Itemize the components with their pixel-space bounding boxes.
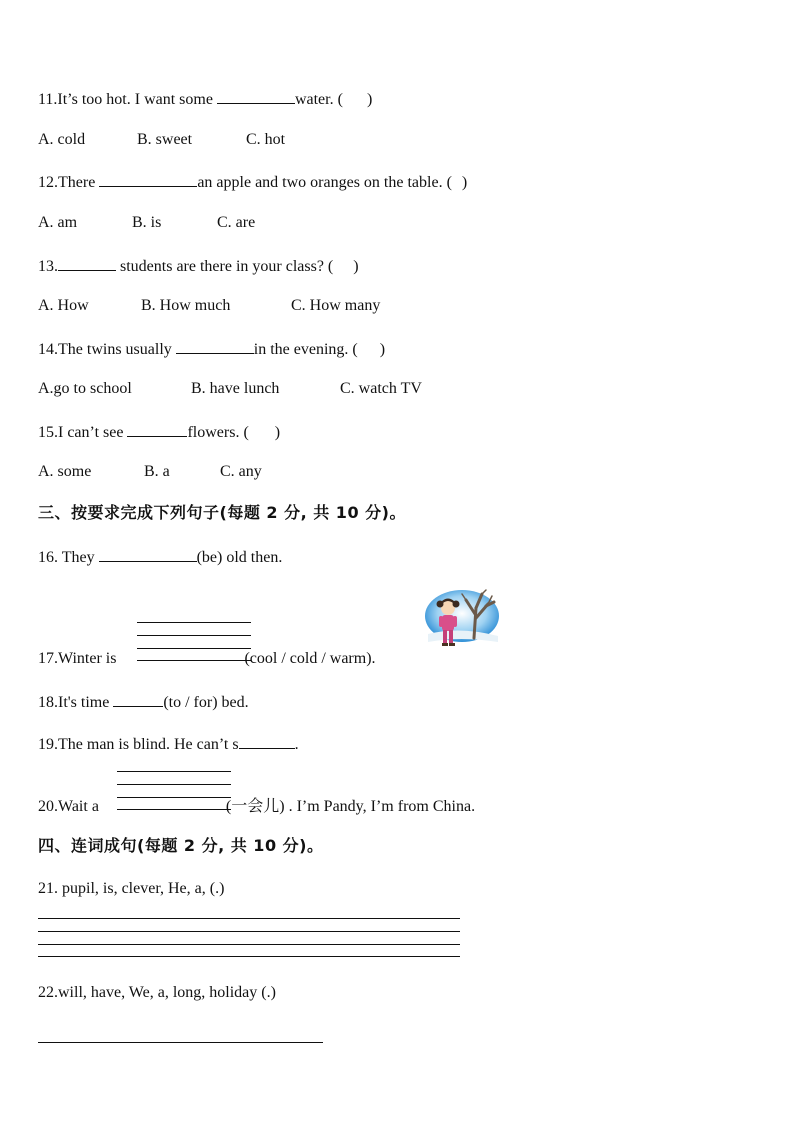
section-4-heading: 四、连词成句(每题 2 分, 共 10 分)。 — [38, 836, 324, 855]
question-text: (一会儿) . I’m Pandy, I’m from China. — [225, 798, 476, 815]
paren-close: ) — [274, 424, 281, 441]
question-number: 22. — [38, 984, 58, 1001]
answer-blank[interactable] — [176, 338, 254, 354]
question-21 — [38, 879, 224, 899]
question-number: 14. — [38, 341, 58, 358]
question-text: (cool / cold / warm). — [244, 650, 376, 667]
options-13 — [38, 296, 380, 316]
option-b[interactable]: B. sweet — [137, 131, 193, 148]
option-b[interactable]: B. a — [144, 463, 170, 480]
option-b[interactable]: B. How much — [141, 297, 231, 314]
answer-blank[interactable] — [113, 691, 163, 707]
question-text: It's time — [58, 694, 114, 711]
paren-close: ) — [379, 341, 386, 358]
option-c[interactable]: C. How many — [291, 297, 381, 314]
options-12 — [38, 213, 255, 233]
question-22 — [38, 983, 276, 1003]
paren-close: ) — [353, 258, 359, 275]
question-text: water. ( — [294, 91, 343, 108]
options-14 — [38, 379, 422, 399]
question-number: 12. — [38, 174, 58, 191]
answer-blank[interactable] — [217, 88, 295, 104]
question-text: pupil, is, clever, He, a, (.) — [58, 880, 225, 897]
paren-close: ) — [366, 91, 373, 108]
answer-line[interactable] — [38, 1042, 323, 1043]
question-20 — [38, 797, 475, 817]
option-a[interactable]: A. some — [38, 463, 92, 480]
answer-blank[interactable] — [99, 171, 197, 187]
options-11 — [38, 130, 285, 150]
option-c[interactable]: C. hot — [246, 131, 286, 148]
question-text: flowers. ( — [187, 424, 249, 441]
question-number: 15. — [38, 424, 58, 441]
question-number: 18. — [38, 694, 58, 711]
option-a[interactable]: A. am — [38, 214, 78, 231]
question-19 — [38, 733, 299, 755]
answer-lines[interactable] — [38, 918, 460, 958]
option-b[interactable]: B. have lunch — [191, 380, 280, 397]
question-text: (to / for) bed. — [163, 694, 249, 711]
question-number: 11. — [38, 91, 58, 108]
question-text: in the evening. ( — [253, 341, 358, 358]
question-number: 17. — [38, 650, 58, 667]
option-c[interactable]: C. any — [220, 463, 262, 480]
question-text: an apple and two oranges on the table. ( — [197, 174, 452, 191]
question-text: will, have, We, a, long, holiday (.) — [58, 984, 276, 1001]
question-text: (be) old then. — [196, 549, 283, 566]
question-text: They — [58, 549, 99, 566]
option-a[interactable]: A.go to school — [38, 380, 132, 397]
answer-blank[interactable] — [127, 421, 187, 437]
answer-blank[interactable] — [58, 255, 116, 271]
question-text: The man is blind. He can’t s — [58, 736, 239, 753]
question-text: students are there in your class? ( — [116, 258, 334, 275]
question-text: The twins usually — [58, 341, 176, 358]
winter-girl-illustration — [420, 586, 500, 658]
question-number: 20. — [38, 798, 58, 815]
question-text: I can’t see — [58, 424, 128, 441]
paren-close: ) — [461, 174, 468, 191]
question-number: 19. — [38, 736, 58, 753]
option-a[interactable]: A. How — [38, 297, 89, 314]
options-15 — [38, 462, 262, 482]
question-16 — [38, 546, 282, 568]
question-14 — [38, 338, 385, 360]
question-12 — [38, 171, 467, 193]
question-text: . — [294, 736, 299, 753]
answer-blank[interactable] — [99, 546, 197, 562]
question-text: There — [58, 174, 100, 191]
question-11 — [38, 88, 372, 110]
question-text: Wait a — [58, 798, 99, 815]
option-c[interactable]: C. watch TV — [340, 380, 422, 397]
question-17 — [38, 649, 376, 669]
option-b[interactable]: B. is — [132, 214, 162, 231]
option-c[interactable]: C. are — [217, 214, 256, 231]
question-number: 21. — [38, 880, 58, 897]
option-a[interactable]: A. cold — [38, 131, 86, 148]
question-text: It’s too hot. I want some — [57, 91, 217, 108]
answer-blank[interactable] — [239, 733, 295, 749]
question-text: Winter is — [58, 650, 117, 667]
question-number: 16. — [38, 549, 58, 566]
section-3-heading: 三、按要求完成下列句子(每题 2 分, 共 10 分)。 — [38, 503, 406, 522]
question-15 — [38, 421, 280, 443]
question-number: 13. — [38, 258, 58, 275]
question-13 — [38, 255, 359, 277]
question-18 — [38, 691, 249, 713]
